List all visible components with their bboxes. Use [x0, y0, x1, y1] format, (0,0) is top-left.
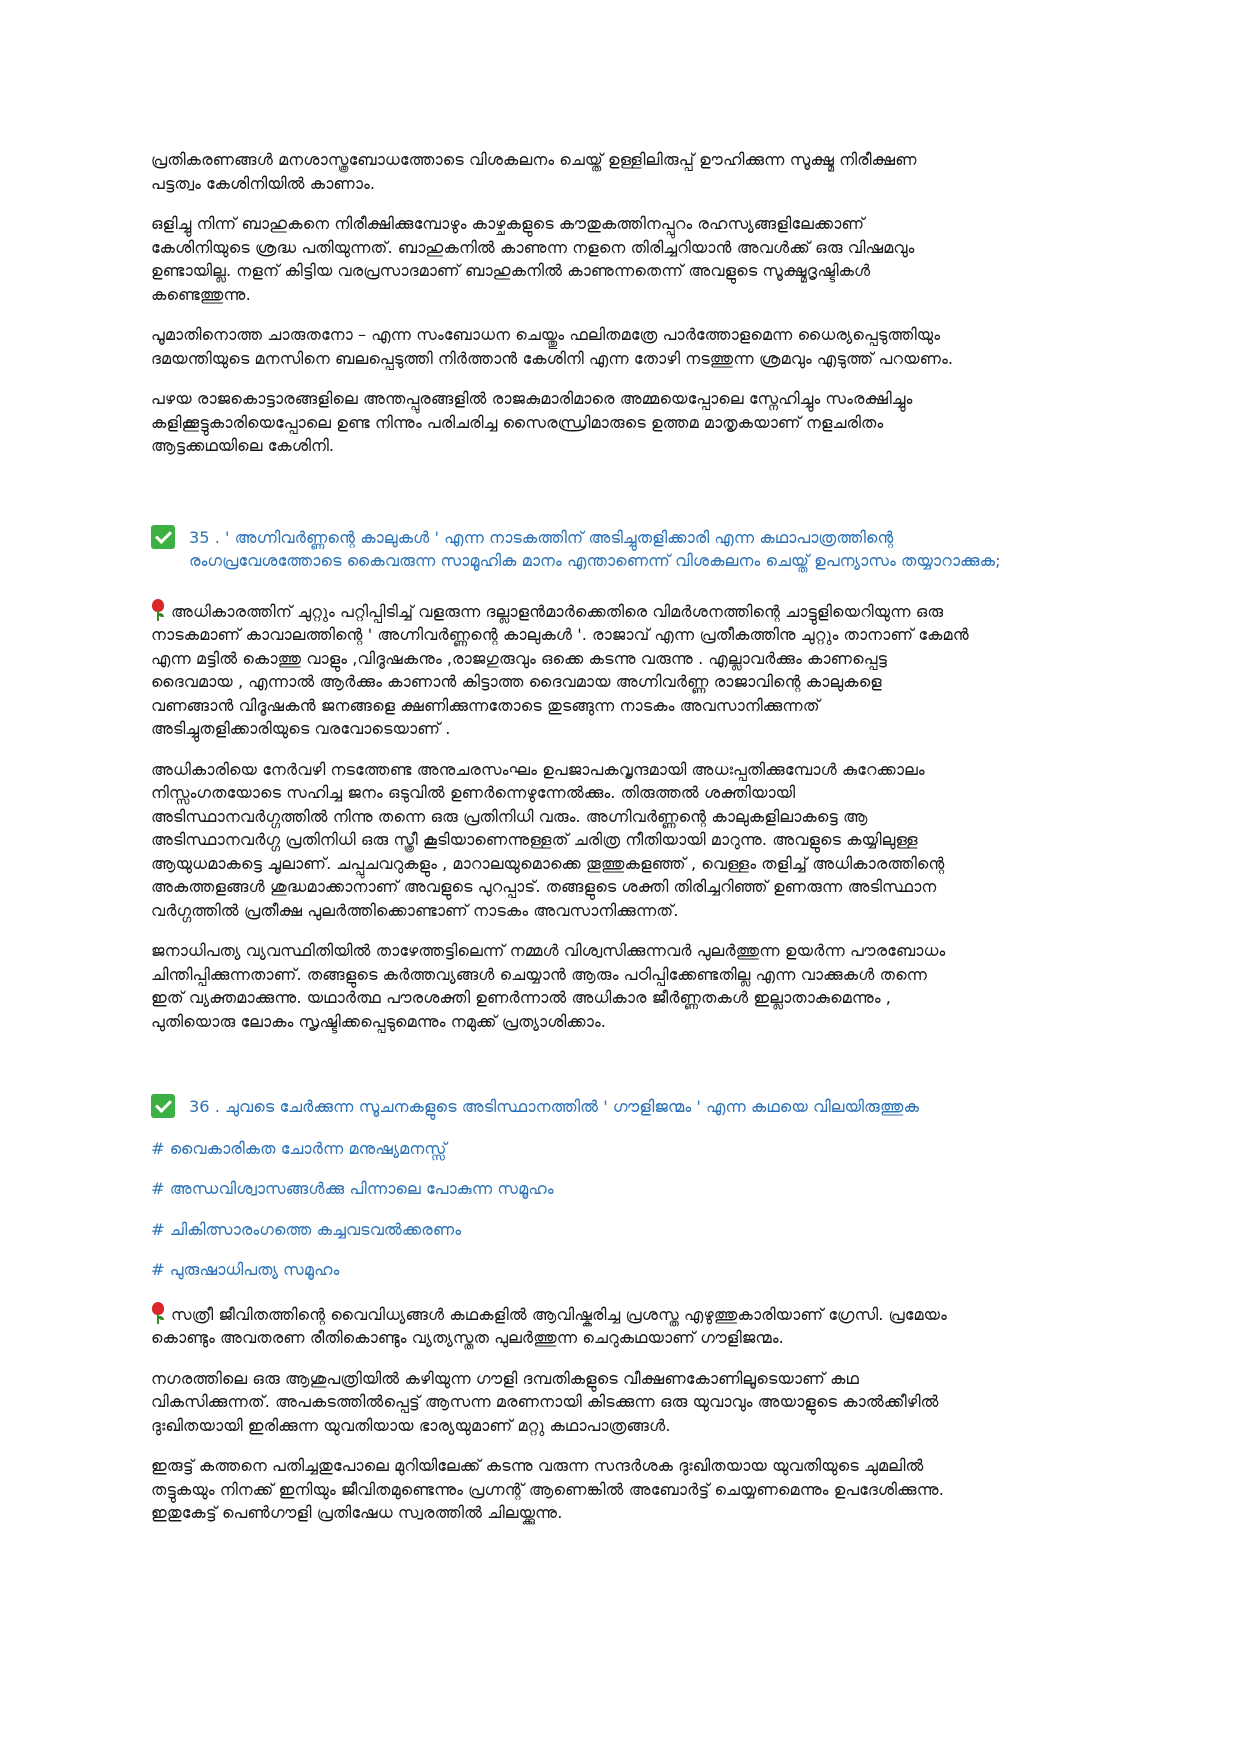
hint-item-2: # അന്ധവിശ്വാസങ്ങൾക്കു പിന്നാലെ പോകുന്ന സമൂഹം — [151, 1179, 554, 1198]
check-mark-icon — [151, 525, 175, 549]
question-35-heading — [151, 526, 1091, 573]
hint-item-4: # പുരുഷാധിപത്യ സമൂഹം — [151, 1260, 340, 1279]
q36-answer-intro — [151, 1302, 1091, 1350]
hint-item-1: # വൈകാരികത ചോർന്ന മനുഷ്യമനസ്സ് — [151, 1138, 447, 1158]
rose-icon — [151, 1302, 165, 1324]
question-36-heading — [151, 1095, 1091, 1119]
q35-answer-intro — [151, 599, 1091, 741]
q35-paragraph-1: അധികാരിയെ നേർവഴി നടത്തേണ്ട അനുചരസംഘം ഉപജാപകവൃന്ദമായി അധഃപ്പതിക്കുമ്പോൾ കുറേക്കാലം നിസ്സംഗതയോടെ സഹിച്ച ജനം ഒടുവിൽ ഉണർന്നെഴുന്നേൽക്കും. തിരുത്തൽ ശക്തിയായി അടിസ്ഥാനവർഗ്ഗത്തിൽ നിന്നു തന്നെ ഒരു പ്രതിനിധി വരും. അഗ്നിവർണ്ണന്റെ കാലുകളിലാകട്ടെ ആ അടിസ്ഥാനവർഗ്ഗ പ്രതിനിധി ഒരു സ്ത്രീ കൂടിയാണെന്നുള്ളത് ചരിത്ര നീതിയായി മാറുന്നു. അവളുടെ കയ്യിലുള്ള ആയുധമാകട്ടെ ചൂലാണ്. ചപ്പുചവറുകളും , മാറാലയുമൊക്കെ തൂത്തുകളഞ്ഞ് , വെള്ളം തളിച്ച് അധികാരത്തിന്റെ അകത്തളങ്ങൾ ശുദ്ധമാക്കാനാണ് അവളുടെ പുറപ്പാട്. തങ്ങളുടെ ശക്തി തിരിച്ചറിഞ്ഞ് ഉണരുന്ന അടിസ്ഥാന വർഗ്ഗത്തിൽ പ്രതീക്ഷ പുലർത്തിക്കൊണ്ടാണ് നാടകം അവസാനിക്കുന്നത്. — [151, 759, 945, 920]
intro-paragraph-4: പഴയ രാജകൊട്ടാരങ്ങളിലെ അന്തപ്പുരങ്ങളിൽ രാജകുമാരിമാരെ അമ്മയെപ്പോലെ സ്നേഹിച്ചും സംരക്ഷിച്ചും കളിക്കൂട്ടുകാരിയെപ്പോലെ ഉണ്ട നിന്നും പരിചരിച്ച സൈരന്ധ്രിമാരുടെ ഉത്തമ മാതൃകയാണ് നളചരിതം ആട്ടക്കഥയിലെ കേശിനി. — [151, 389, 913, 455]
intro-paragraph-3: പൂമാതിനൊത്ത ചാരുതനോ – എന്ന സംബോധന ചെയ്തും ഫലിതമത്രേ പാർത്തോളമെന്ന ധൈര്യപ്പെടുത്തിയും ദമയന്തിയുടെ മനസിനെ ബലപ്പെടുത്തി നിർത്താൻ കേശിനി എന്ന തോഴി നടത്തുന്ന ശ്രമവും എടുത്ത് പറയണം. — [151, 325, 954, 368]
q36-paragraph-2: ഇരുട്ട് കത്തനെ പതിച്ചതുപോലെ മുറിയിലേക്ക് കടന്നു വരുന്ന സന്ദർശക ദുഃഖിതയായ യുവതിയുടെ ചുമലിൽ തട്ടുകയും നിനക്ക് ഇനിയും ജീവിതമുണ്ടെന്നും പ്രഗ്നന്റ് ആണെങ്കിൽ അബോർട്ട് ചെയ്യണമെന്നും ഉപദേശിക്കുന്നു. ഇതുകേട്ട് പെൺഗൗളി പ്രതിഷേധ സ്വരത്തിൽ ചിലയ്ക്കുന്നു. — [151, 1456, 944, 1522]
hint-item-3: # ചികിത്സാരംഗത്തെ കച്ചവടവൽക്കരണം — [151, 1219, 462, 1239]
document-page — [151, 148, 1091, 1542]
q36-paragraph-1: നഗരത്തിലെ ഒരു ആശുപത്രിയിൽ കഴിയുന്ന ഗൗളി ദമ്പതികളുടെ വീക്ഷണകോണിലൂടെയാണ് കഥ വികസിക്കുന്നത്. അപകടത്തിൽപ്പെട്ട് ആസന്ന മരണനായി കിടക്കുന്ന ഒരു യുവാവും അയാളുടെ കാൽക്കീഴിൽ ദുഃഖിതയായി ഇരിക്കുന്ന യുവതിയായ ഭാര്യയുമാണ് മറ്റു കഥാപാത്രങ്ങൾ. — [151, 1368, 939, 1435]
rose-icon — [151, 599, 165, 621]
q35-answer-intro-text: അധികാരത്തിന് ചുറ്റും പറ്റിപ്പിടിച്ച് വളരുന്ന ദല്ലാളൻമാർക്കെതിരെ വിമർശനത്തിന്റെ ചാട്ടുളിയെറിയുന്ന ഒരു നാടകമാണ് കാവാലത്തിന്റെ ' അഗ്നിവർണ്ണന്റെ കാലുകൾ '. രാജാവ് എന്ന പ്രതീകത്തിനു ചുറ്റും താനാണ് കേമൻ എന്ന മട്ടിൽ കൊത്തു വാളും ,വിദൂഷകനും ,രാജഗുരുവും ഒക്കെ കടന്നു വരുന്നു . എല്ലാവർക്കും കാണപ്പെട്ട ദൈവമായ , എന്നാൽ ആർക്കും കാണാൻ കിട്ടാത്ത ദൈവമായ അഗ്നിവർണ്ണ രാജാവിന്റെ കാലുകളെ വണങ്ങാൻ വിദൂഷകൻ ജനങ്ങളെ ക്ഷണിക്കുന്നതോടെ തുടങ്ങുന്ന നാടകം അവസാനിക്കുന്നത് അടിച്ചുതളിക്കാരിയുടെ വരവോടെയാണ് . — [151, 601, 969, 738]
q36-answer-intro-text: സത്രീ ജീവിതത്തിന്റെ വൈവിധ്യങ്ങൾ കഥകളിൽ ആവിഷ്കരിച്ച പ്രശസ്ത എഴുത്തുകാരിയാണ് ഗ്രേസി. പ്രമേയം കൊണ്ടും അവതരണ രീതികൊണ്ടും വ്യത്യസ്തത പുലർത്തുന്ന ചെറുകഥയാണ് ഗൗളിജന്മം. — [151, 1304, 947, 1347]
intro-paragraph-2: ഒളിച്ചു നിന്ന് ബാഹുകനെ നിരീക്ഷിക്കുമ്പോഴും കാഴ്ചകളുടെ കൗതുകത്തിനപ്പുറം രഹസ്യങ്ങളിലേക്കാണ് കേശിനിയുടെ ശ്രദ്ധ പതിയുന്നത്. ബാഹുകനിൽ കാണുന്ന നളനെ തിരിച്ചറിയാൻ അവൾക്ക് ഒരു വിഷമവും ഉണ്ടായില്ല. നളന് കിട്ടിയ വരപ്രസാദമാണ് ബാഹുകനിൽ കാണുന്നതെന്ന് അവളുടെ സൂക്ഷ്മദൃഷ്ടികൾ കണ്ടെത്തുന്നു. — [151, 214, 915, 304]
question-36-text: 36 . ചുവടെ ചേർക്കുന്ന സൂചനകളുടെ അടിസ്ഥാനത്തിൽ ' ഗൗളിജന്മം ' എന്ന കഥയെ വിലയിരുത്തുക — [189, 1097, 920, 1116]
q35-paragraph-2: ജനാധിപത്യ വ്യവസ്ഥിതിയിൽ താഴേത്തട്ടിലെന്ന് നമ്മൾ വിശ്വസിക്കുന്നവർ പുലർത്തുന്ന ഉയർന്ന പൗരബോധം ചിന്തിപ്പിക്കുന്നതാണ്. തങ്ങളുടെ കർത്തവ്യങ്ങൾ ചെയ്യാൻ ആരും പഠിപ്പിക്കേണ്ടതില്ല എന്ന വാക്കുകൾ തന്നെ ഇത് വ്യക്തമാക്കുന്നു. യഥാർത്ഥ പൗരശക്തി ഉണർന്നാൽ അധികാര ജീർണ്ണതകൾ ഇല്ലാതാകുമെന്നും , പുതിയൊരു ലോകം സൃഷ്ടിക്കപ്പെടുമെന്നും നമുക്ക് പ്രത്യാശിക്കാം. — [151, 941, 946, 1031]
question-35-text: 35 . ' അഗ്നിവർണ്ണന്റെ കാലുകൾ ' എന്ന നാടകത്തിന് അടിച്ചുതളിക്കാരി എന്ന കഥാപാത്രത്തിന്റെ രംഗപ്രവേശത്തോടെ കൈവരുന്ന സാമൂഹിക മാനം എന്താണെന്ന് വിശകലനം ചെയ്ത് ഉപന്യാസം തയ്യാറാക്കുക; — [189, 527, 1001, 570]
intro-paragraph-1: പ്രതികരണങ്ങൾ മനശാസ്ത്രബോധത്തോടെ വിശകലനം ചെയ്ത് ഉള്ളിലിരുപ്പ് ഊഹിക്കുന്ന സൂക്ഷ്മ നിരീക്ഷണ പട്ടത്വം കേശിനിയിൽ കാണാം. — [151, 150, 917, 193]
check-mark-icon — [151, 1094, 175, 1118]
